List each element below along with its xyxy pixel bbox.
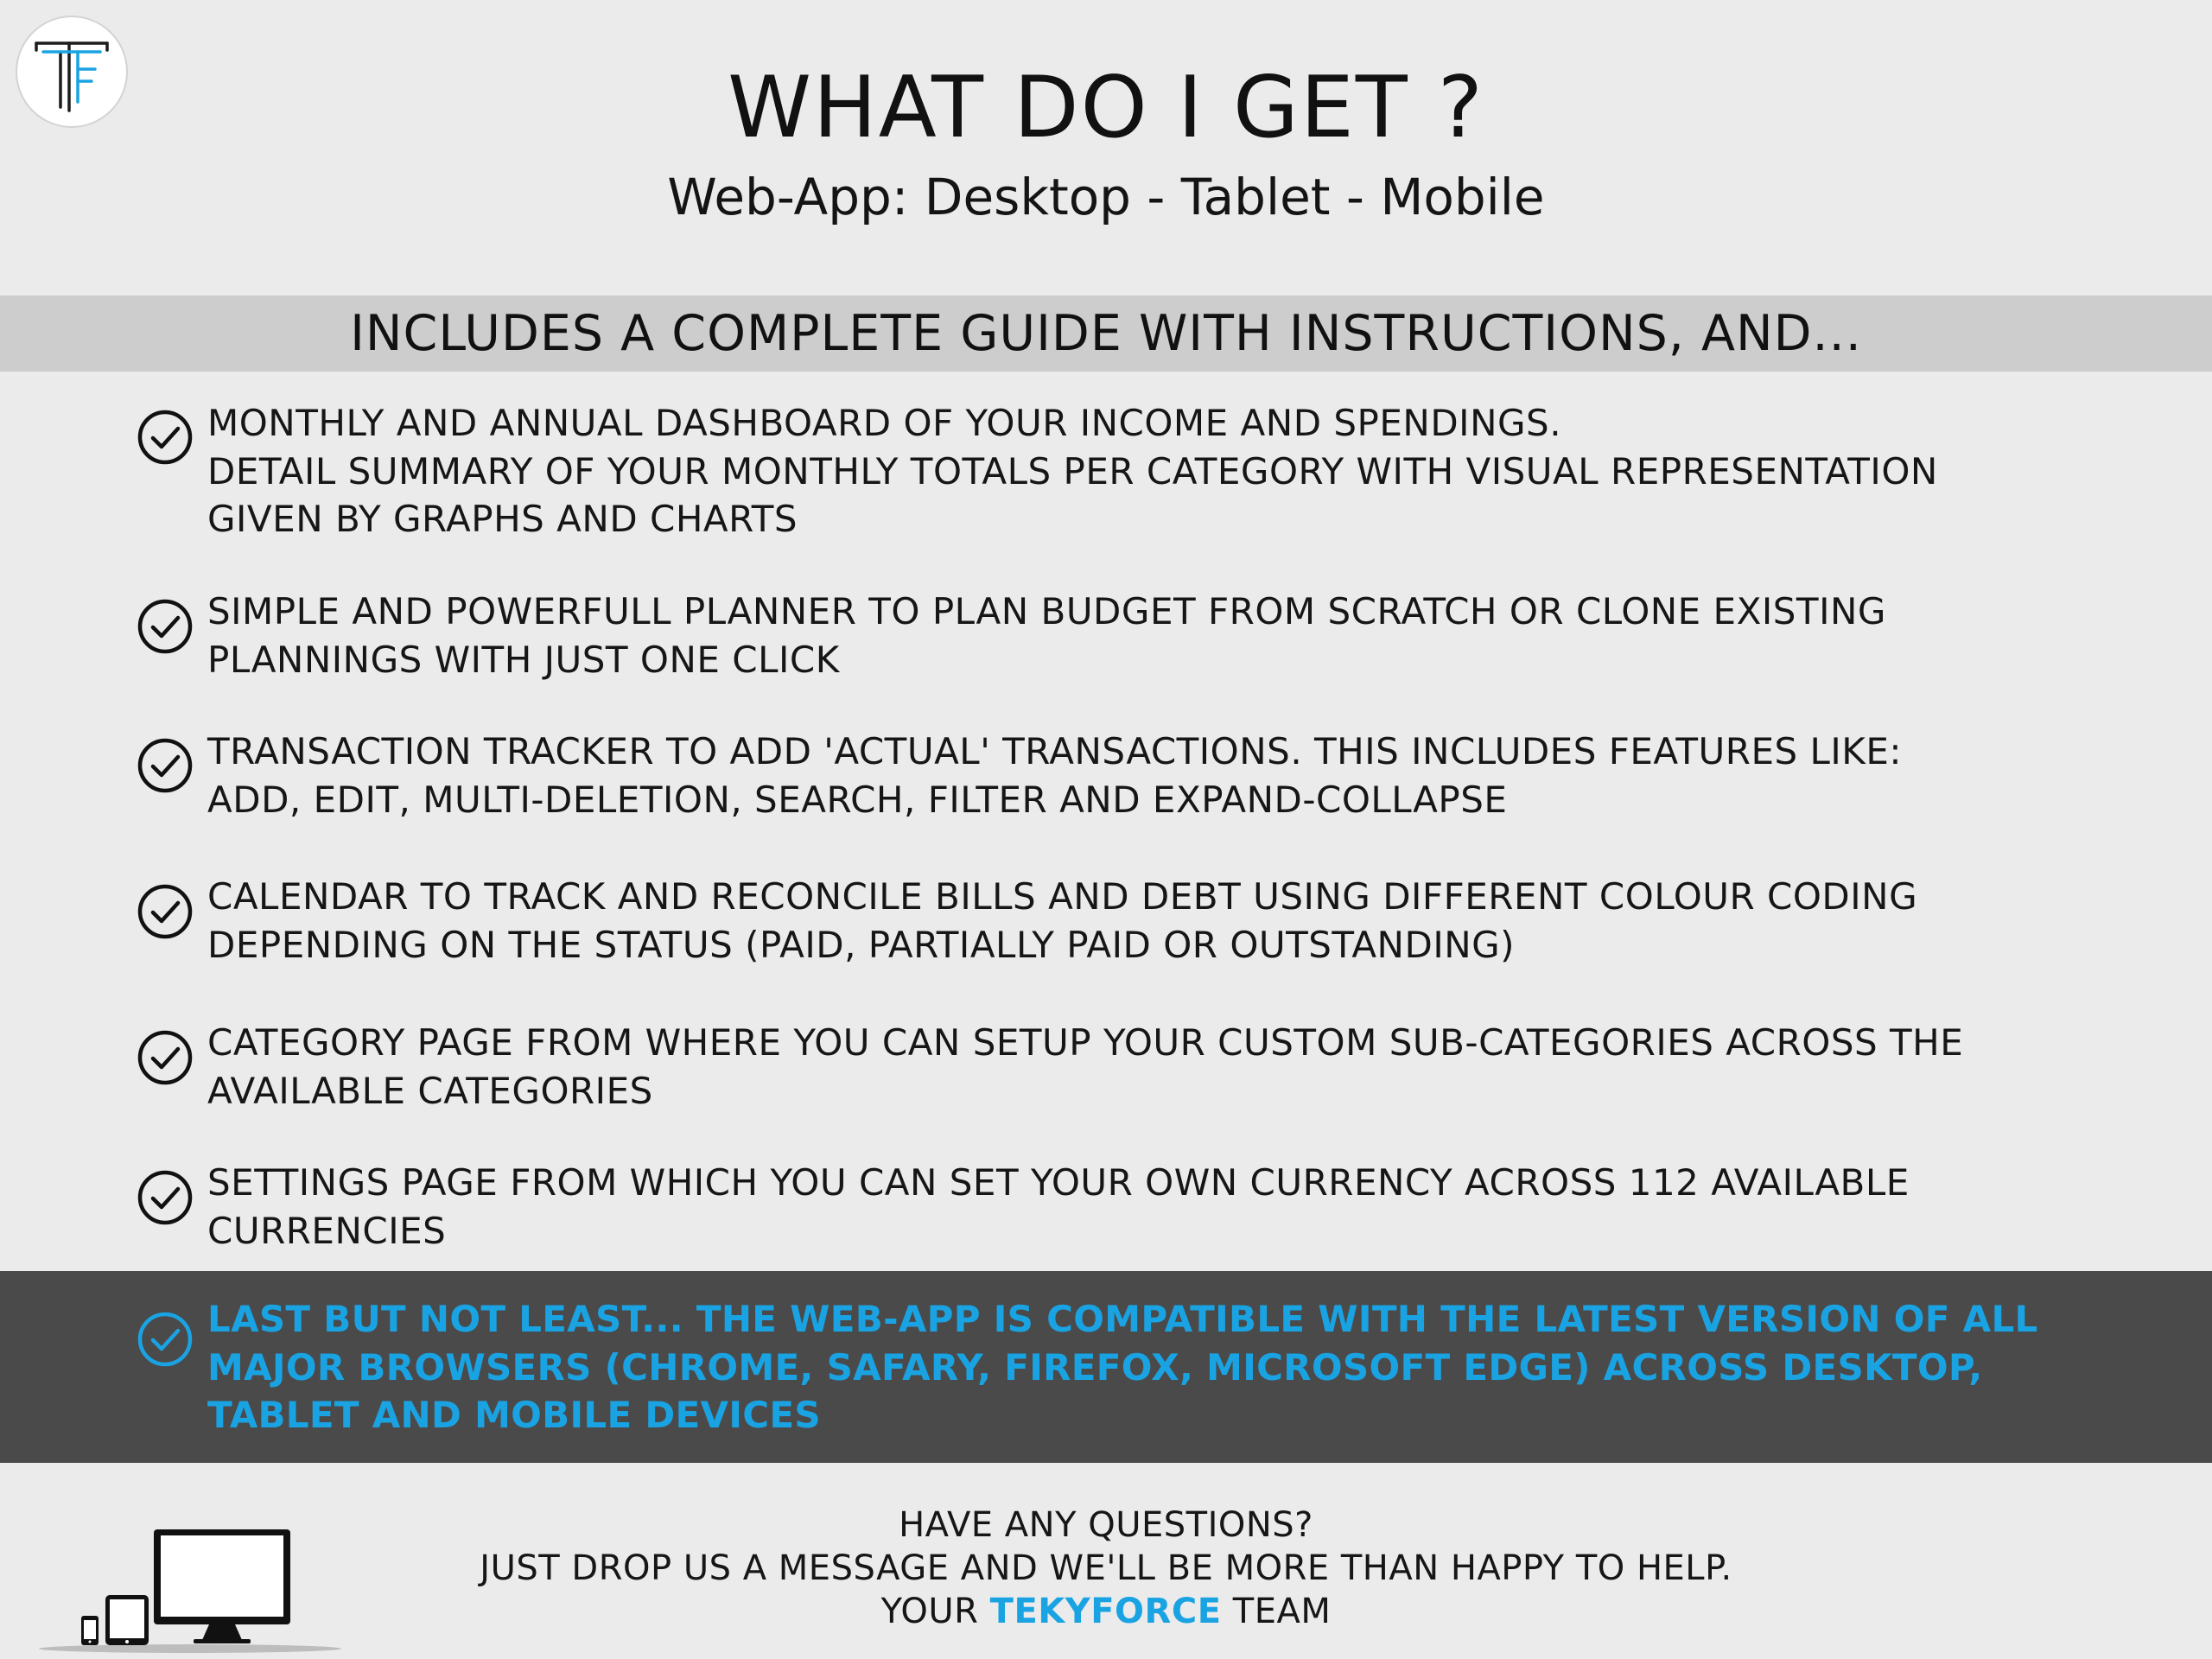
page-title: WHAT DO I GET ? [728,59,1484,157]
check-circle-icon [136,408,194,467]
footer-question: HAVE ANY QUESTIONS? [899,1505,1313,1545]
check-circle-icon [136,1168,194,1227]
footer-signature-suffix: TEAM [1221,1592,1332,1631]
feature-text: SETTINGS PAGE FROM WHICH YOU CAN SET YOUR OWN CURRENCY ACROSS 112 AVAILABLE CURRENCIES [207,1161,1910,1252]
check-circle-icon [136,1028,194,1087]
guide-banner-text: INCLUDES A COMPLETE GUIDE WITH INSTRUCTIONS, AND... [350,305,1862,362]
footer-message: JUST DROP US A MESSAGE AND WE'LL BE MORE THAN HAPPY TO HELP. [480,1548,1732,1588]
contact-footer [0,1503,2212,1633]
feature-text: CATEGORY PAGE FROM WHERE YOU CAN SETUP YOUR CUSTOM SUB-CATEGORIES ACROSS THE AVAILABLE CATEGORIES [207,1021,1964,1112]
page-subtitle: Web-App: Desktop - Tablet - Mobile [667,168,1545,226]
check-circle-icon [136,882,194,941]
footer-signature-prefix: YOUR [880,1592,990,1631]
guide-banner [0,296,2212,372]
check-circle-icon [136,736,194,795]
check-circle-icon [136,597,194,656]
feature-text: SIMPLE AND POWERFULL PLANNER TO PLAN BUDGET FROM SCRATCH OR CLONE EXISTING PLANNINGS WITH JUST ONE CLICK [207,590,1886,681]
compatibility-highlight [0,1271,2212,1463]
feature-text: MONTHLY AND ANNUAL DASHBOARD OF YOUR INCOME AND SPENDINGS. DETAIL SUMMARY OF YOUR MONTHLY TOTALS PER CATEGORY WITH VISUAL REPRESENTATION GIVEN BY GRAPHS AND CHARTS [207,402,1938,540]
brand-name: TEKYFORCE [989,1592,1222,1631]
feature-text: CALENDAR TO TRACK AND RECONCILE BILLS AND DEBT USING DIFFERENT COLOUR CODING DEPENDING ON THE STATUS (PAID, PARTIALLY PAID OR OUTSTANDING) [207,875,1918,966]
footer-signature [0,1590,2212,1633]
feature-text: TRANSACTION TRACKER TO ADD 'ACTUAL' TRANSACTIONS. THIS INCLUDES FEATURES LIKE: ADD, EDIT, MULTI-DELETION, SEARCH, FILTER AND EXPAND-COLLAPSE [207,730,1903,821]
compatibility-text: LAST BUT NOT LEAST... THE WEB-APP IS COMPATIBLE WITH THE LATEST VERSION OF ALL MAJOR BROWSERS (CHROME, SAFARY, FIREFOX, MICROSOFT EDGE) ACROSS DESKTOP, TABLET AND MOBILE DEVICES [207,1298,2038,1436]
check-circle-icon [136,1310,194,1369]
